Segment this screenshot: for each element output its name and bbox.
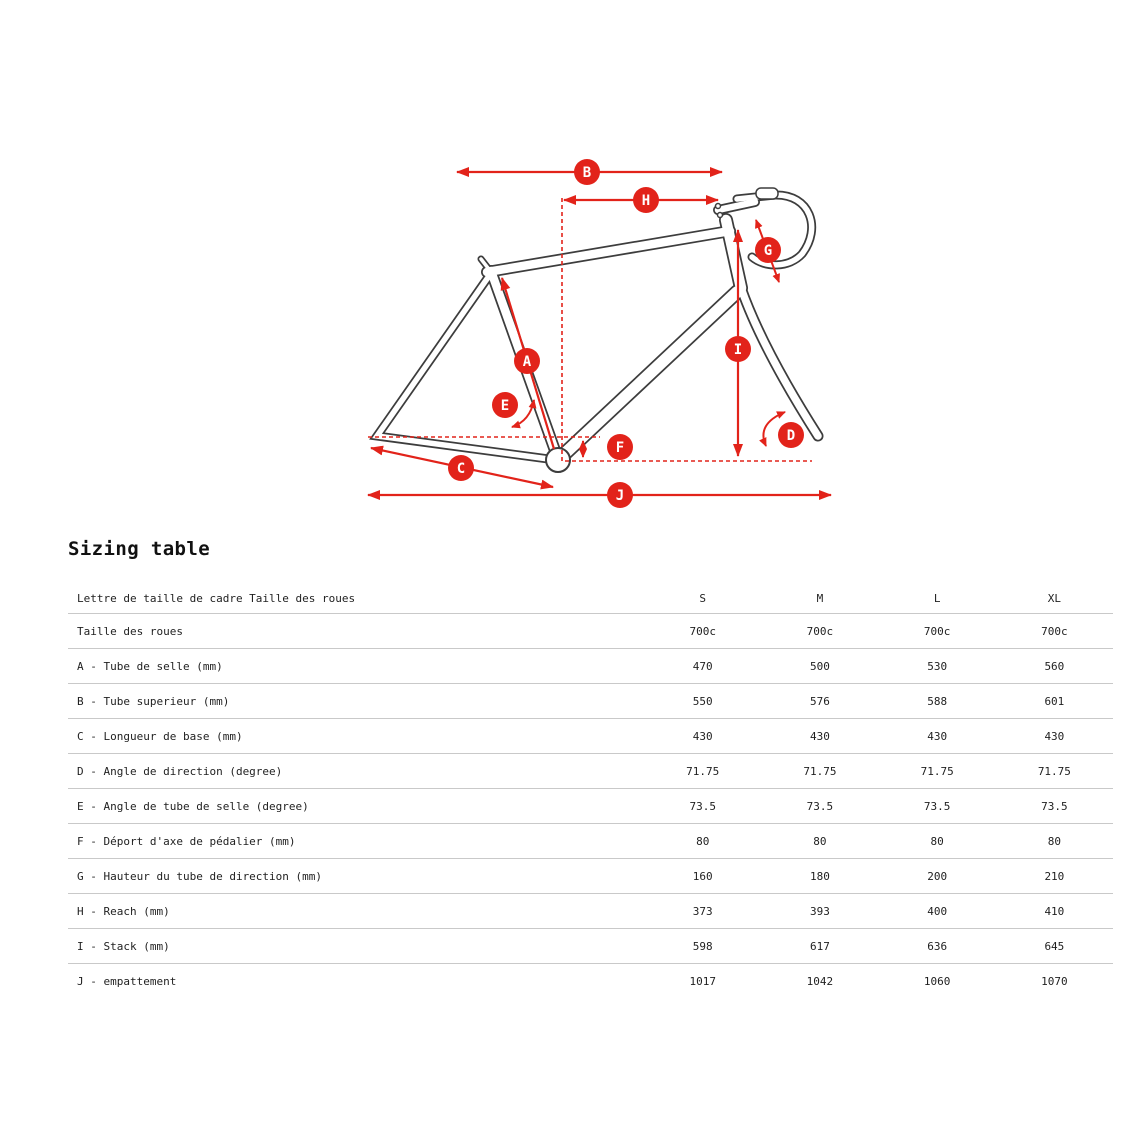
table-row [68, 754, 1113, 789]
row-value: 700c [996, 614, 1113, 649]
row-value: 645 [996, 929, 1113, 964]
table-row [68, 684, 1113, 719]
svg-text:E: E [500, 398, 510, 414]
row-value: 71.75 [761, 754, 878, 789]
row-value: 410 [996, 894, 1113, 929]
row-value: 373 [644, 894, 761, 929]
row-value: 73.5 [879, 789, 996, 824]
row-value: 550 [644, 684, 761, 719]
row-value: 430 [761, 719, 878, 754]
svg-text:D: D [786, 428, 796, 444]
row-value: 601 [996, 684, 1113, 719]
row-value: 393 [761, 894, 878, 929]
row-value: 73.5 [644, 789, 761, 824]
row-value: 1070 [1041, 974, 1068, 988]
dim-label-g [755, 237, 781, 263]
row-value: 700c [644, 614, 761, 649]
row-label: H - Reach (mm) [68, 894, 644, 929]
sizing-table [68, 584, 1113, 998]
row-value: 71.75 [879, 754, 996, 789]
svg-text:G: G [763, 243, 773, 259]
svg-text:I: I [733, 342, 743, 358]
header-col-xl: XL [996, 584, 1113, 614]
row-label: D - Angle de direction (degree) [68, 754, 644, 789]
row-value: 80 [996, 824, 1113, 859]
header-col-m: M [761, 584, 878, 614]
row-value: 700c [879, 614, 996, 649]
row-value: 73.5 [996, 789, 1113, 824]
row-value: 80 [879, 824, 996, 859]
table-row [68, 929, 1113, 964]
dim-label-e [492, 392, 518, 418]
stem-clamp [756, 188, 778, 199]
row-label: Taille des roues [68, 614, 644, 649]
table-row [68, 789, 1113, 824]
row-value: 200 [879, 859, 996, 894]
row-value: 210 [996, 859, 1113, 894]
row-value: 180 [761, 859, 878, 894]
table-row [68, 859, 1113, 894]
dim-label-f [607, 434, 633, 460]
headset-bolt-top [716, 204, 721, 209]
dim-label-j [607, 482, 633, 508]
row-value: 617 [761, 929, 878, 964]
row-value: 470 [644, 649, 761, 684]
row-label: C - Longueur de base (mm) [68, 719, 644, 754]
dim-label-i [725, 336, 751, 362]
row-value: 1060 [923, 974, 951, 988]
row-value: 430 [879, 719, 996, 754]
table-header-row [68, 584, 1113, 614]
row-value: 598 [644, 929, 761, 964]
table-row [68, 614, 1113, 649]
row-value: 576 [761, 684, 878, 719]
table-row [68, 964, 1113, 999]
page-title: Sizing table [68, 538, 211, 560]
dim-label-d [778, 422, 804, 448]
row-value: 430 [996, 719, 1113, 754]
dim-label-b [574, 159, 600, 185]
row-value: 700c [761, 614, 878, 649]
row-value: 400 [879, 894, 996, 929]
row-label: F - Déport d'axe de pédalier (mm) [68, 824, 644, 859]
row-label: E - Angle de tube de selle (degree) [68, 789, 644, 824]
row-value: 430 [644, 719, 761, 754]
svg-text:A: A [522, 354, 532, 370]
row-value: 560 [996, 649, 1113, 684]
row-label: G - Hauteur du tube de direction (mm) [68, 859, 644, 894]
bottom-bracket [546, 448, 570, 472]
headset-bolt-bottom [718, 213, 723, 218]
geometry-diagram-area [0, 0, 1146, 530]
row-value: 530 [879, 649, 996, 684]
row-value: 71.75 [996, 754, 1113, 789]
dim-label-h [633, 187, 659, 213]
table-row [68, 719, 1113, 754]
dim-label-a [514, 348, 540, 374]
bike-geometry-diagram [0, 0, 1146, 530]
svg-text:J: J [615, 488, 625, 504]
row-value: 588 [879, 684, 996, 719]
row-label: B - Tube superieur (mm) [68, 684, 644, 719]
table-row [68, 824, 1113, 859]
row-value: 73.5 [761, 789, 878, 824]
row-label: J - empattement [77, 974, 177, 988]
header-col-s: S [644, 584, 761, 614]
table-row [68, 894, 1113, 929]
row-value: 160 [644, 859, 761, 894]
row-value: 80 [644, 824, 761, 859]
row-value: 636 [879, 929, 996, 964]
svg-text:C: C [456, 461, 466, 477]
svg-text:H: H [641, 193, 651, 209]
row-value: 1042 [806, 974, 834, 988]
table-row [68, 649, 1113, 684]
row-value: 1017 [689, 974, 716, 988]
row-value: 80 [761, 824, 878, 859]
svg-text:F: F [615, 440, 625, 456]
row-value: 500 [761, 649, 878, 684]
row-label: I - Stack (mm) [68, 929, 644, 964]
svg-text:B: B [582, 165, 592, 181]
dim-label-c [448, 455, 474, 481]
row-value: 71.75 [644, 754, 761, 789]
header-label: Lettre de taille de cadre Taille des roues [68, 584, 644, 614]
row-label: A - Tube de selle (mm) [68, 649, 644, 684]
header-col-l: L [879, 584, 996, 614]
